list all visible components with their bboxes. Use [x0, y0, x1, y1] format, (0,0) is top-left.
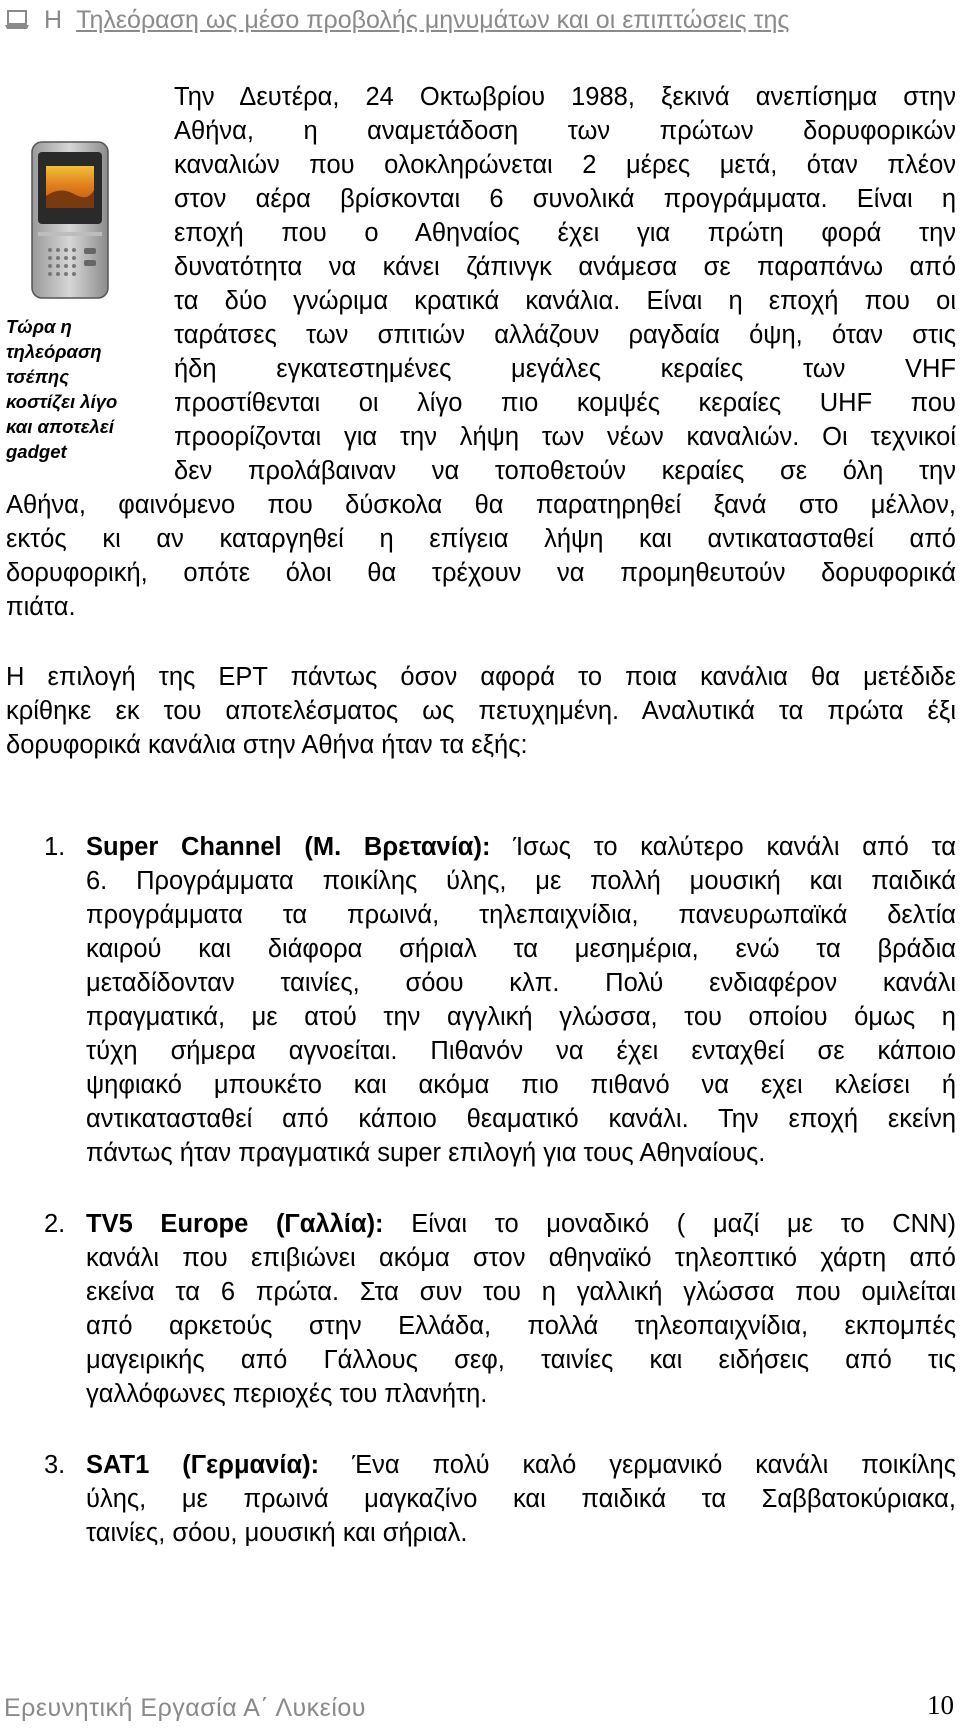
footer-text: Ερευνητική Εργασία Α΄ Λυκείου — [4, 1694, 366, 1722]
caption-line: και αποτελεί — [6, 416, 114, 437]
text-segment: Ίσως το καλύτερο κανάλι από τα — [490, 833, 956, 861]
pocket-tv-image — [30, 140, 110, 300]
page-header — [4, 0, 789, 40]
text-line: ταινίες, σόου, μουσική και σήριαλ. — [86, 1519, 468, 1547]
caption-line: gadget — [6, 441, 67, 462]
text-line: γαλλόφωνες περιοχές του πλανήτη. — [86, 1380, 488, 1408]
text-line: 6. Προγράμματα ποικίλης ύλης, με πολλή μουσική και παιδικά — [86, 867, 956, 895]
text-line: ύλης, με πρωινά μαγκαζίνο και παιδικά τα Σαββατοκύριακα, — [86, 1485, 956, 1513]
text-line: δορυφορική, οπότε όλοι θα τρέχουν να προμηθευτούν δορυφορικά — [6, 559, 956, 587]
list-first-line — [86, 830, 956, 864]
caption-line: κοστίζει λίγο — [6, 391, 118, 412]
intro-paragraph-wrapped — [174, 80, 956, 488]
text-line: πάντως ήταν πραγματικά super επιλογή για τους Αθηναίους. — [86, 1139, 766, 1167]
text-line: κανάλι που επιβιώνει ακόμα στον αθηναϊκό τηλεοπτικό χάρτη από — [86, 1244, 956, 1272]
list-number: 1. — [44, 833, 66, 861]
text-line: προγράμματα τα πρωινά, τηλεπαιχνίδια, πανευρωπαϊκά δελτία — [86, 901, 956, 929]
text-line: εκτός κι αν καταργηθεί η επίγεια λήψη και αντικατασταθεί από — [6, 525, 956, 553]
laptop-icon — [4, 10, 30, 30]
list-number: 3. — [44, 1451, 66, 1479]
page-number: 10 — [927, 1690, 954, 1720]
text-line: μαγειρικής από Γάλλους σεφ, ταινίες και ειδήσεις από τις — [86, 1346, 956, 1374]
text-segment: Είναι το μοναδικό ( μαζί με το CNN) — [383, 1210, 957, 1238]
text-line: αντικατασταθεί από κάποιο θεαματικό κανάλι. Την εποχή εκείνη — [86, 1105, 956, 1133]
list-number: 2. — [44, 1210, 66, 1238]
text-line: δυνατότητα να κάνει ζάπινγκ ανάμεσα σε παραπάνω από — [174, 253, 956, 281]
caption-line: τσέπης — [6, 366, 70, 387]
text-line: εποχή που ο Αθηναίος έχει για πρώτη φορά την — [174, 219, 956, 247]
list-first-line — [86, 1207, 956, 1241]
text-line: εκείνα τα 6 πρώτα. Στα συν του η γαλλική γλώσσα που ομιλείται — [86, 1278, 956, 1306]
second-paragraph — [6, 660, 956, 762]
channel-name: TV5 Europe (Γαλλία): — [86, 1210, 384, 1238]
header-letter: Η — [44, 5, 63, 34]
channel-name: SAT1 (Γερμανία): — [86, 1451, 320, 1479]
caption-line: τηλεόραση — [6, 341, 102, 362]
text-segment: Ένα πολύ καλό γερμανικό κανάλι ποικίλης — [319, 1451, 957, 1479]
text-line: τύχη σήμερα αγνοείται. Πιθανόν να έχει ενταχθεί σε κάποιο — [86, 1037, 956, 1065]
text-line: Την Δευτέρα, 24 Οκτωβρίου 1988, ξεκινά ανεπίσημα στην — [174, 83, 956, 111]
caption-line: Τώρα η — [6, 316, 72, 337]
text-line: Αθήνα, η αναμετάδοση των πρώτων δορυφορικών — [174, 117, 956, 145]
text-line: καιρού και διάφορα σήριαλ τα μεσημέρια, ενώ τα βράδια — [86, 935, 956, 963]
text-line: ήδη εγκατεστημένες μεγάλες κεραίες των VHF — [174, 355, 956, 383]
text-line: δεν προλάβαιναν να τοποθετούν κεραίες σε όλη την — [174, 457, 956, 485]
list-first-line — [86, 1448, 956, 1482]
text-line: προστίθενται οι λίγο πιο κομψές κεραίες UHF που — [174, 389, 956, 417]
text-line: μεταδίδονταν ταινίες, σόου κλπ. Πολύ ενδιαφέρον κανάλι — [86, 969, 956, 997]
text-line: κρίθηκε εκ του αποτελέσματος ως πετυχημένη. Αναλυτικά τα πρώτα έξι — [6, 697, 956, 725]
text-line: από αρκετούς στην Ελλάδα, πολλά τηλεοπαιχνίδια, εκπομπές — [86, 1312, 956, 1340]
image-caption — [6, 314, 156, 464]
text-line: πραγματικά, με ατού την αγγλική γλώσσα, του οποίου όμως η — [86, 1003, 956, 1031]
text-line: ψηφιακό μπουκέτο και ακόμα πιο πιθανό να εχει κλείσει ή — [86, 1071, 956, 1099]
text-line: πιάτα. — [6, 593, 76, 621]
text-line: καναλιών που ολοκληρώνεται 2 μέρες μετά, όταν πλέον — [174, 151, 956, 179]
text-line: προορίζονται για την λήψη των νέων καναλιών. Οι τεχνικοί — [174, 423, 956, 451]
text-line: στον αέρα βρίσκονται 6 συνολικά προγράμματα. Είναι η — [174, 185, 956, 213]
text-line: Η επιλογή της ΕΡΤ πάντως όσον αφορά το ποια κανάλια θα μετέδιδε — [6, 663, 956, 691]
text-line: τα δύο γνώριμα κρατικά κανάλια. Είναι η εποχή που οι — [174, 287, 956, 315]
text-line: ταράτσες των σπιτιών αλλάζουν ραγδαία όψη, όταν στις — [174, 321, 956, 349]
intro-paragraph-continued — [6, 488, 956, 624]
text-line: δορυφορικά κανάλια στην Αθήνα ήταν τα εξής: — [6, 731, 528, 759]
header-title-link[interactable]: Τηλεόραση ως μέσο προβολής μηνυμάτων και οι επιπτώσεις της — [76, 5, 790, 34]
text-line: Αθήνα, φαινόμενο που δύσκολα θα παρατηρηθεί ξανά στο μέλλον, — [6, 491, 956, 519]
channel-name: Super Channel (Μ. Βρετανία): — [86, 833, 491, 861]
